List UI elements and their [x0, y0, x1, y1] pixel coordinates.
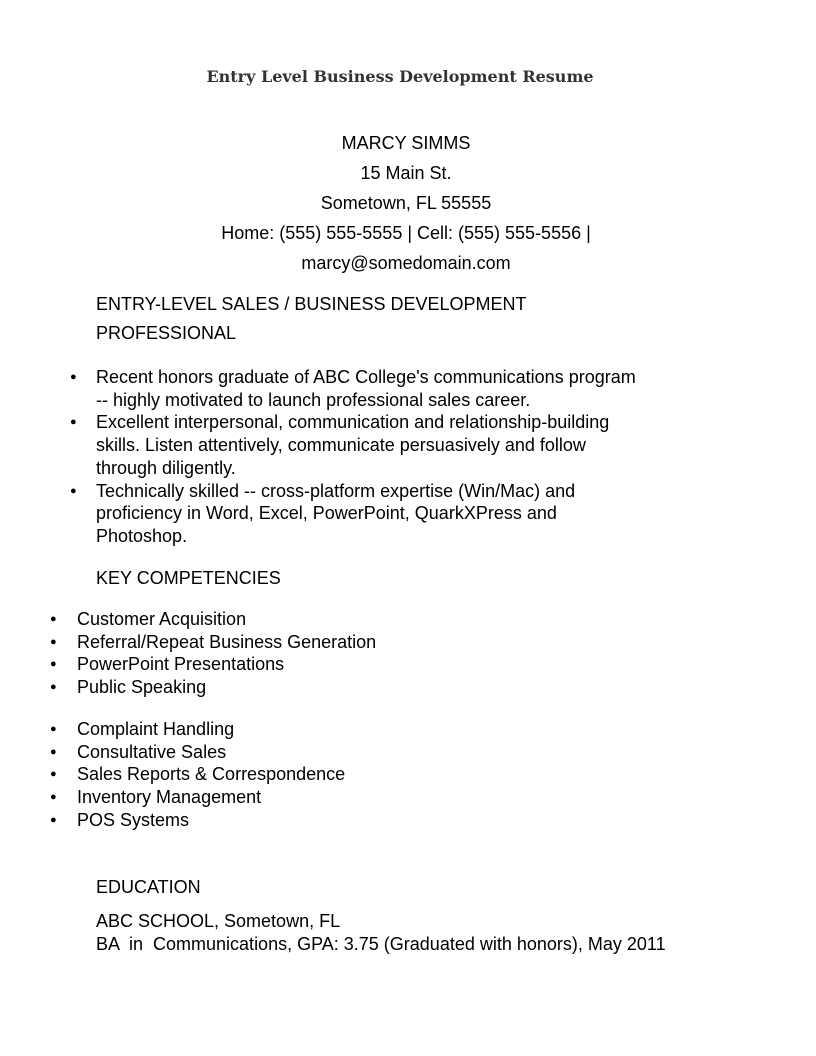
street-address: 15 Main St. [360, 163, 452, 183]
school-name: ABC SCHOOL, Sometown, FL [96, 911, 341, 931]
competency-label: Complaint Handling [77, 719, 235, 739]
competency-item [50, 786, 677, 809]
candidate-name: MARCY SIMMS [341, 133, 471, 153]
competency-item [50, 763, 677, 786]
competency-label: Referral/Repeat Business Generation [77, 631, 377, 652]
competency-label: Customer Acquisition [77, 609, 247, 629]
competency-item [50, 653, 677, 676]
education-block [96, 910, 776, 956]
competencies-heading: KEY COMPETENCIES [96, 568, 281, 588]
bullet-icon: ● [50, 791, 57, 804]
city-state-zip: Sometown, FL 55555 [320, 193, 492, 213]
competency-label: Consultative Sales [77, 741, 227, 762]
competency-item [50, 741, 677, 764]
bullet-icon: ● [50, 635, 57, 648]
competency-item [50, 631, 677, 654]
competency-label: POS Systems [77, 809, 190, 830]
objective-line: ENTRY-LEVEL SALES / BUSINESS DEVELOPMENT [96, 294, 527, 314]
competencies-list [50, 718, 677, 832]
summary-line: proficiency in Word, Excel, PowerPoint, QuarkXPress and [96, 503, 557, 524]
phone-numbers: Home: (555) 555-5555 | Cell: (555) 555-5556 | [221, 223, 591, 243]
bullet-icon: ● [50, 658, 57, 671]
bullet-icon: ● [50, 745, 57, 758]
competency-item [50, 608, 677, 631]
bullet-icon: ● [50, 813, 57, 826]
bullet-icon: ● [70, 416, 77, 429]
bullet-icon: ● [50, 723, 57, 735]
summary-line: Excellent interpersonal, communication and relationship-building [96, 412, 610, 433]
summary-line: Technically skilled -- cross-platform expertise (Win/Mac) and [96, 480, 576, 501]
summary-item [70, 480, 706, 548]
summary-item [70, 411, 706, 479]
competency-label: Sales Reports & Correspondence [77, 764, 346, 785]
education-heading: EDUCATION [96, 877, 201, 897]
competency-item [50, 809, 677, 832]
bullet-icon: ● [70, 484, 77, 497]
summary-list [70, 366, 706, 548]
summary-line: Recent honors graduate of ABC College's communications program [96, 367, 636, 387]
competencies-list [50, 608, 677, 699]
contact-block [0, 128, 812, 278]
competency-item [50, 718, 677, 741]
bullet-icon: ● [50, 613, 57, 625]
competency-label: Inventory Management [77, 787, 262, 808]
summary-line: -- highly motivated to launch professional sales career. [96, 389, 531, 410]
bullet-icon: ● [70, 371, 77, 383]
bullet-icon: ● [50, 768, 57, 781]
summary-line: Photoshop. [96, 525, 188, 546]
competency-label: PowerPoint Presentations [77, 654, 285, 675]
competency-label: Public Speaking [77, 677, 207, 698]
document-title: Entry Level Business Development Resume [206, 67, 594, 86]
objective-heading [96, 290, 656, 348]
competency-item [50, 676, 677, 699]
bullet-icon: ● [50, 681, 57, 694]
degree-details: BA in Communications, GPA: 3.75 (Graduated with honors), May 2011 [96, 934, 666, 954]
summary-line: through diligently. [96, 457, 236, 478]
objective-line: PROFESSIONAL [96, 323, 237, 343]
summary-line: skills. Listen attentively, communicate persuasively and follow [96, 435, 586, 456]
email-address: marcy@somedomain.com [301, 253, 511, 273]
summary-item [70, 366, 706, 411]
